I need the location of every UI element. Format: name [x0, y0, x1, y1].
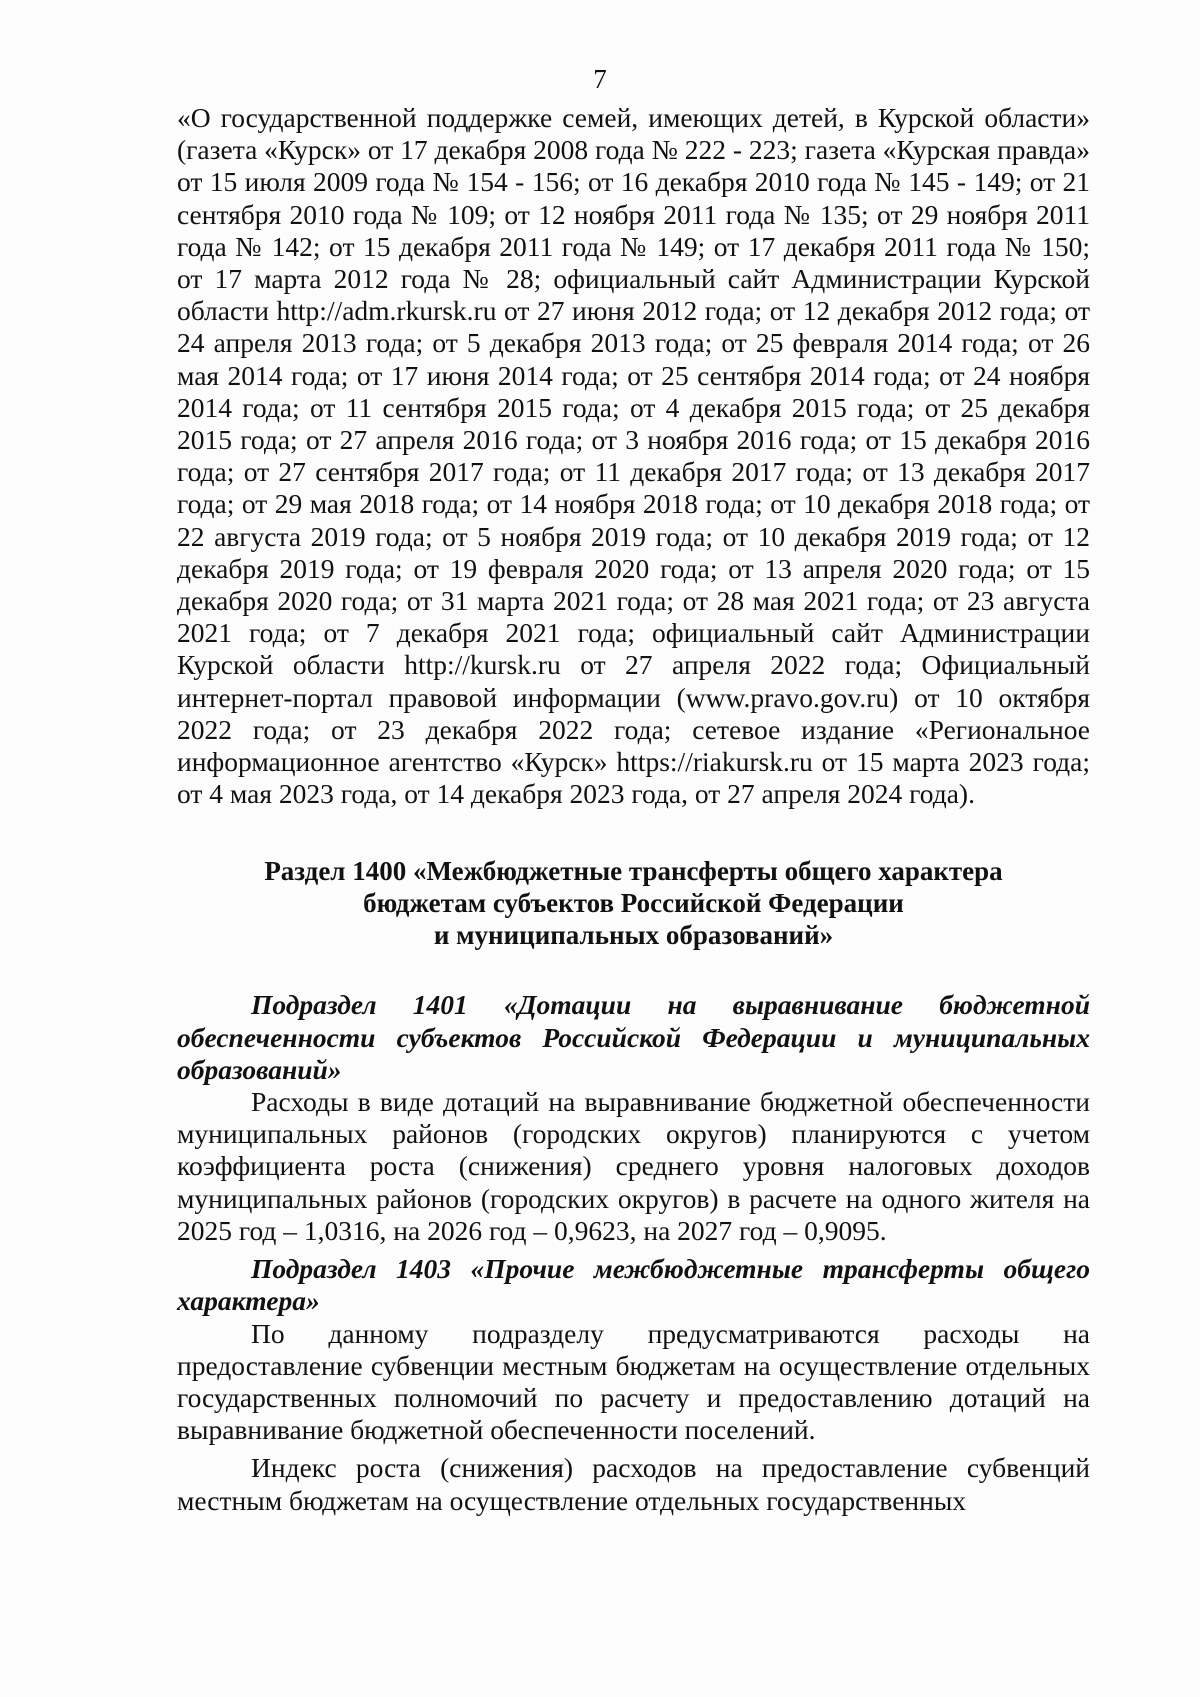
citation-paragraph: «О государственной поддержке семей, имеющих детей, в Курской области» (газета «Курск» от 17 декабря 2008 года № 222 - 223; газета «Курская правда» от 15 июля 2009 года № 154 - 156; от 16 декабря 2010 года № 145 - 149; от 21 сентября 2010 года № 109; от 12 ноября 2011 года № 135; от 29 ноября 2011 года № 142; от 15 декабря 2011 года № 149; от 17 декабря 2011 года № 150; от 17 марта 2012 года № 28; официальный сайт Администрации Курской области http://adm.rkursk.ru от 27 июня 2012 года; от 12 декабря 2012 года; от 24 апреля 2013 года; от 5 декабря 2013 года; от 25 февраля 2014 года; от 26 мая 2014 года; от 17 июня 2014 года; от 25 сентября 2014 года; от 24 ноября 2014 года; от 11 сентября 2015 года; от 4 декабря 2015 года; от 25 декабря 2015 года; от 27 апреля 2016 года; от 3 ноября 2016 года; от 15 декабря 2016 года; от 27 сентября 2017 года; от 11 декабря 2017 года; от 13 декабря 2017 года; от 29 мая 2018 года; от 14 ноября 2018 года; от 10 декабря 2018 года; от 22 августа 2019 года; от 5 ноября 2019 года; от 10 декабря 2019 года; от 12 декабря 2019 года; от 19 февраля 2020 года; от 13 апреля 2020 года; от 15 декабря 2020 года; от 31 марта 2021 года; от 28 мая 2021 года; от 23 августа 2021 года; от 7 декабря 2021 года; официальный сайт Администрации Курской области http://kursk.ru от 27 апреля 2022 года; Официальный интернет-портал правовой информации (www.pravo.gov.ru) от 10 октября 2022 года; от 23 декабря 2022 года; сетевое издание «Региональное информационное агентство «Курск» https://riakursk.ru от 15 марта 2023 года; от 4 мая 2023 года, от 14 декабря 2023 года, от 27 апреля 2024 года).	[177, 102, 1090, 810]
document-body	[177, 102, 1090, 1517]
page-number: 7	[593, 64, 607, 94]
subsection-1401-title: Подраздел 1401 «Дотации на выравнивание бюджетной обеспеченности субъектов Российской Федерации и муниципальных образований»	[177, 989, 1090, 1085]
subsection-1403-title: Подраздел 1403 «Прочие межбюджетные трансферты общего характера»	[177, 1253, 1090, 1317]
section-title-line-2: бюджетам субъектов Российской Федерации	[363, 888, 904, 919]
section-title	[177, 855, 1090, 951]
subsection-1403-text-1: По данному подразделу предусматриваются расходы на предоставление субвенции местным бюджетам на осуществление отдельных государственных полномочий по расчету и предоставлению дотаций на выравнивание бюджетной обеспеченности поселений.	[177, 1317, 1090, 1446]
section-title-line-3: и муниципальных образований»	[433, 920, 834, 951]
subsection-1401-text: Расходы в виде дотаций на выравнивание бюджетной обеспеченности муниципальных районов (городских округов) планируются с учетом коэффициента роста (снижения) среднего уровня налоговых доходов муниципальных районов (городских округов) в расчете на одного жителя на 2025 год – 1,0316, на 2026 год – 0,9623, на 2027 год – 0,9095.	[177, 1086, 1090, 1246]
section-title-line-1: Раздел 1400 «Межбюджетные трансферты общего характера	[264, 856, 1003, 887]
subsection-1403-text-2: Индекс роста (снижения) расходов на предоставление субвенций местным бюджетам на осуществление отдельных государственных	[177, 1452, 1090, 1516]
